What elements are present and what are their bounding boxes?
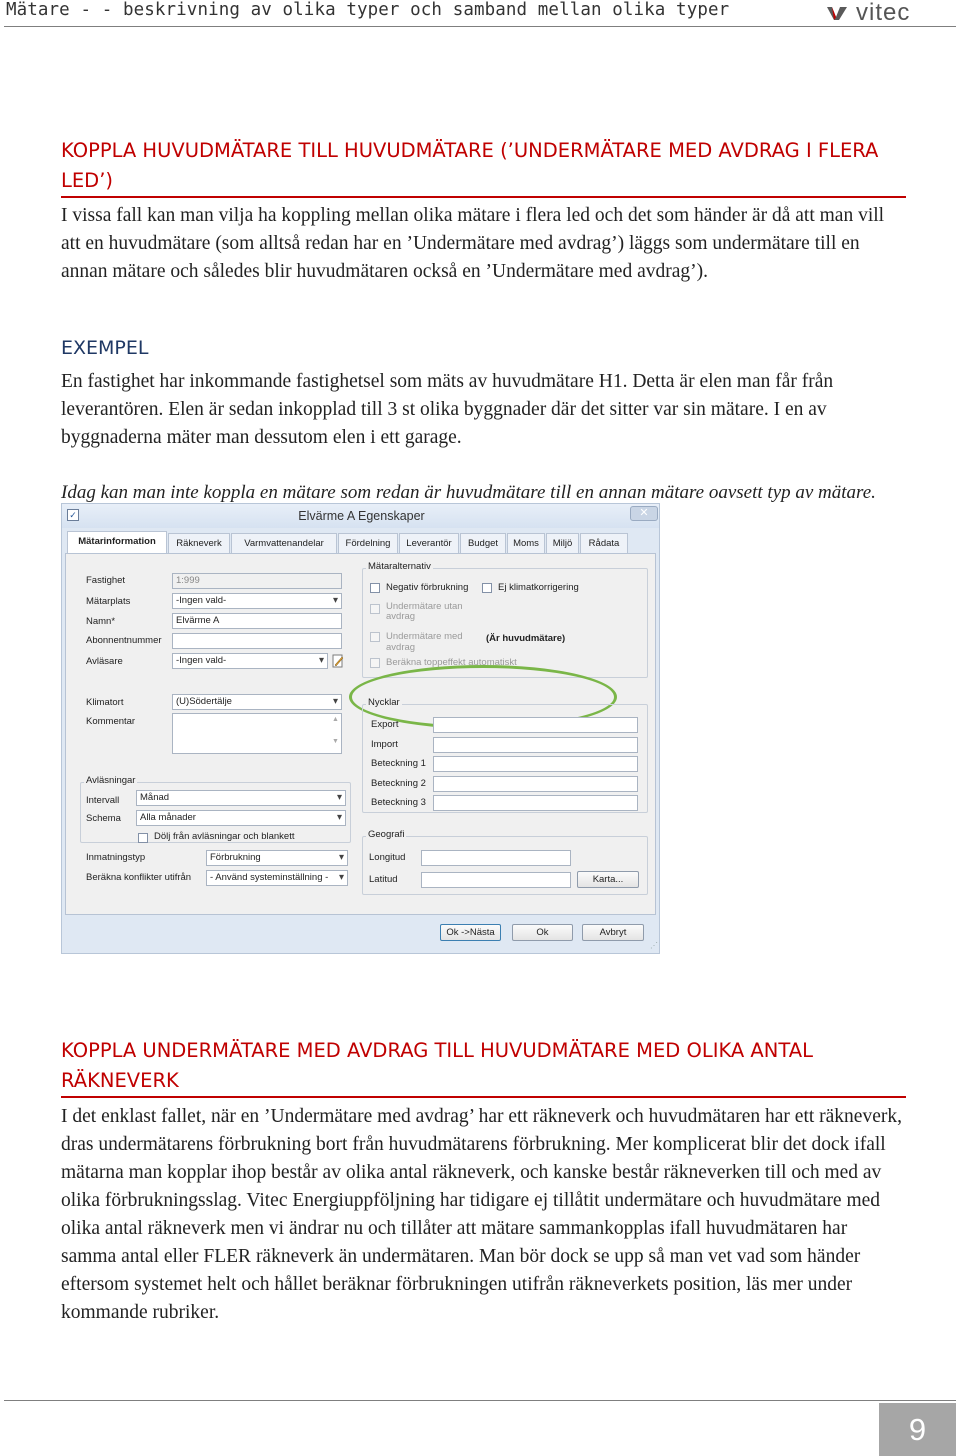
namn-input[interactable]: Elvärme A — [172, 613, 342, 629]
karta-button[interactable]: Karta... — [577, 871, 639, 888]
dolj-checkbox[interactable] — [138, 833, 148, 843]
intervall-label: Intervall — [86, 795, 120, 806]
beteckning-2-input[interactable] — [433, 776, 638, 792]
tab-miljo[interactable]: Miljö — [546, 533, 579, 553]
ej-klimatkorrigering-label: Ej klimatkorrigering — [498, 582, 579, 593]
undermatare-med-avdrag-label: Undermätare med avdrag — [386, 631, 463, 653]
logo-wordmark: vitec — [856, 0, 911, 26]
latitud-input[interactable] — [421, 872, 571, 888]
edit-pencil-icon[interactable] — [332, 654, 344, 668]
footer-divider — [4, 1400, 956, 1401]
example-heading: EXEMPEL — [61, 337, 149, 359]
dolj-label: Dölj från avläsningar och blankett — [154, 831, 295, 842]
tab-leverantor[interactable]: Leverantör — [399, 533, 459, 553]
import-label: Import — [371, 739, 398, 750]
latitud-label: Latitud — [369, 874, 398, 885]
dialog-close-button[interactable]: ✕ — [630, 506, 658, 521]
example-paragraph: En fastighet har inkommande fastighetsel som mäts av huvudmätare H1. Detta är elen man får från leverantören. Elen är sedan inkopplad till 3 st olika byggnader där det sitter var sin mätare. I en av byggnaderna mäter man dessutom elen i ett garage. — [61, 371, 834, 448]
avlasningar-group-title: Avläsningar — [86, 775, 136, 786]
berakna-toppeffekt-checkbox[interactable] — [370, 658, 380, 668]
import-input[interactable] — [433, 737, 638, 753]
klimatort-label: Klimatort — [86, 697, 124, 708]
undermatare-utan-avdrag-label: Undermätare utan avdrag — [386, 601, 463, 622]
tab-fordelning[interactable]: Fördelning — [338, 533, 398, 553]
inmatningstyp-select[interactable]: Förbrukning ▾ — [206, 850, 348, 866]
abonnentnummer-input[interactable] — [172, 633, 342, 649]
header-divider — [4, 26, 956, 27]
kommentar-scrollbar[interactable]: ▲ ▼ — [332, 716, 339, 745]
ej-klimatkorrigering-checkbox[interactable] — [482, 583, 492, 593]
ar-huvudmatare-label: (Är huvudmätare) — [486, 633, 566, 644]
tab-budget[interactable]: Budget — [460, 533, 506, 553]
undermatare-utan-avdrag-checkbox[interactable] — [370, 604, 380, 614]
beteckning-3-input[interactable] — [433, 795, 638, 811]
vitec-logo-icon — [826, 5, 848, 21]
schema-label: Schema — [86, 813, 121, 824]
tab-moms[interactable]: Moms — [507, 533, 545, 553]
tab-radata[interactable]: Rådata — [580, 533, 628, 553]
document-header-title: Mätare - - beskrivning av olika typer och samband mellan olika typer — [6, 0, 730, 20]
export-label: Export — [371, 719, 399, 730]
resize-grip-icon[interactable]: ⋰ — [650, 941, 658, 950]
section-1-paragraph: I vissa fall kan man vilja ha koppling mellan olika mätare i flera led och det som händer är då att man vill att en huvudmätare (som alltså redan har en ’Undermätare med avdrag’) läggs som undermätare till en annan mätare och således blir huvudmätaren också en ’Undermätare med avdrag’). — [61, 205, 885, 282]
section-2-paragraph: I det enklast fallet, när en ’Undermätare med avdrag’ har ett räkneverk och huvudmätaren har ett räkneverk, dras undermätarens förbrukning bort från huvudmätarens förbrukning. Mer komplicerat blir det dock ifall mätarna man kopplar ihop består av olika antal räkneverk, och kanske består räkneverken till och med av olika förbrukningsslag. Vitec Energiuppföljning har tidigare ej tillåtit undermätare och huvudmätare med olika antal räkneverk men vi ändrar nu och tillåter att mätare sammankopplas ifall huvudmätaren har samma antal eller FLER räkneverk än undermätaren. Man bör dock se upp så man vet vad som händer eftersom systemet helt och hållet beräknar förbrukningen utifrån räkneverkets position, läs mer under kommande rubriker. — [61, 1106, 902, 1323]
namn-label: Namn* — [86, 616, 116, 627]
geografi-group-title: Geografi — [368, 829, 405, 840]
beteckning-1-input[interactable] — [433, 756, 638, 772]
fastighet-field: 1:999 — [172, 573, 342, 589]
kommentar-textarea[interactable] — [172, 713, 342, 754]
tab-matarinformation[interactable]: Mätarinformation — [67, 531, 167, 553]
kommentar-label: Kommentar — [86, 716, 136, 727]
tab-raknverk[interactable]: Räkneverk — [168, 533, 230, 553]
beteckning-2-label: Beteckning 2 — [371, 778, 426, 789]
italic-note: Idag kan man inte koppla en mätare som redan är huvudmätare till en annan mätare oavsett typ av mätare. — [61, 482, 876, 503]
longitud-input[interactable] — [421, 850, 571, 866]
matarinformation-panel — [65, 553, 656, 915]
avlasare-label: Avläsare — [86, 656, 123, 667]
nycklar-group-title: Nycklar — [368, 697, 400, 708]
page-number: 9 — [879, 1403, 956, 1456]
export-input[interactable] — [433, 717, 638, 733]
klimatort-select[interactable]: (U)Södertälje ▾ — [172, 694, 342, 710]
dialog-title: Elvärme A Egenskaper — [298, 509, 425, 523]
undermatare-med-avdrag-checkbox[interactable] — [370, 632, 380, 642]
berakna-konflikter-label: Beräkna konflikter utifrån — [86, 872, 192, 883]
inmatningstyp-label: Inmatningstyp — [86, 852, 146, 863]
beteckning-1-label: Beteckning 1 — [371, 758, 426, 769]
dialog-app-icon: ✓ — [67, 509, 79, 521]
negativ-forbrukning-label: Negativ förbrukning — [386, 582, 469, 593]
ok-button[interactable]: Ok — [512, 924, 573, 941]
matarplats-label: Mätarplats — [86, 596, 131, 607]
ok-next-button[interactable]: Ok ->Nästa — [440, 924, 501, 941]
properties-dialog — [61, 503, 660, 954]
fastighet-label: Fastighet — [86, 575, 126, 586]
intervall-select[interactable]: Månad ▾ — [136, 790, 346, 806]
schema-select[interactable]: Alla månader ▾ — [136, 810, 346, 826]
section-heading-1: KOPPLA HUVUDMÄTARE TILL HUVUDMÄTARE (’UNDERMÄTARE MED AVDRAG I FLERA LED’) — [61, 136, 906, 198]
section-heading-2: KOPPLA UNDERMÄTARE MED AVDRAG TILL HUVUDMÄTARE MED OLIKA ANTAL RÄKNEVERK — [61, 1036, 906, 1098]
abonnentnummer-label: Abonnentnummer — [86, 635, 162, 646]
longitud-label: Longitud — [369, 852, 406, 863]
dialog-titlebar — [62, 504, 659, 528]
avlasare-select[interactable]: -Ingen vald- ▾ — [172, 653, 328, 669]
berakna-konflikter-select[interactable]: - Använd systeminställning - ▾ — [206, 870, 348, 886]
avbryt-button[interactable]: Avbryt — [582, 924, 644, 941]
beteckning-3-label: Beteckning 3 — [371, 797, 426, 808]
mataralternativ-group-title: Mätaralternativ — [368, 561, 431, 572]
berakna-toppeffekt-label: Beräkna toppeffekt automatiskt — [386, 657, 517, 668]
matarplats-select[interactable]: -Ingen vald- ▾ — [172, 593, 342, 609]
vitec-logo — [826, 2, 948, 24]
negativ-forbrukning-checkbox[interactable] — [370, 583, 380, 593]
tab-varmvattenandelar[interactable]: Varmvattenandelar — [231, 533, 337, 553]
